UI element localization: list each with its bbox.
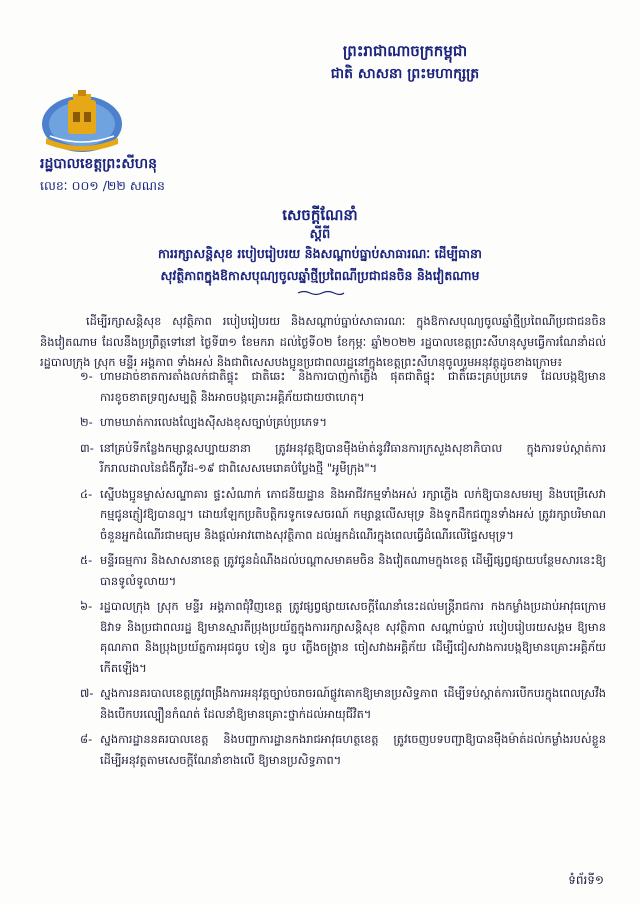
item-number: ៥-	[80, 553, 93, 567]
item-text: នៅគ្រប់ទីកន្លែងកម្សាន្តសប្បាយនានា ត្រូវអនុវត្តឱ្យបានម៉ឺងម៉ាត់នូវវិធានការក្រសួងសុខាភិបាល ក្នុងការទប់ស្កាត់ការរីករាលដាលនៃជំងឺកូវីដ-១៩ ជាពិសេសមេរោគបំប្លែងថ្មី "អូមីក្រុង"។	[100, 440, 606, 475]
list-item	[40, 683, 606, 724]
page-number: ទំព័រទី១	[568, 873, 604, 887]
item-number: ៣-	[80, 440, 94, 455]
item-number: ២-	[80, 415, 93, 429]
provincial-emblem-icon	[40, 88, 124, 154]
item-number: ៨-	[80, 732, 93, 746]
list-item	[40, 412, 606, 433]
item-text: ហាមឃាត់ការលេងល្បែងស៊ីសងខុសច្បាប់គ្រប់ប្រភេទ។	[100, 415, 327, 429]
list-item	[40, 550, 606, 591]
subject-line-1: ការរក្សាសន្តិសុខ របៀបរៀបរយ និងសណ្តាប់ធ្នាប់សាធារណៈ ដើម្បីធានា	[158, 246, 482, 261]
item-text: ស្នងការដ្ឋាននគរបាលខេត្ត និងបញ្ជាការដ្ឋានកងរាជអាវុធហត្ថខេត្ត ត្រូវចេញបទបញ្ជាឱ្យបានម៉ឺងម៉ាត់ដល់កម្លាំងរបស់ខ្លួន ដើម្បីអនុវត្តតាមសេចក្តីណែនាំខាងលើ ឱ្យមានប្រសិទ្ធភាព។	[100, 732, 606, 767]
list-item	[40, 596, 606, 678]
list-item	[40, 366, 606, 407]
item-text: ហាមដាច់ខាតការតាំងលក់ជាតិផ្ទុះ ជាតិឆេះ និងការបាញ់កាំភ្លើង ផុតជាតិផ្ទុះ ជាតិឆេះគ្រប់ប្រភេទ ដែលបង្កឱ្យមានការខូចខាតទ្រព្យសម្បត្តិ និងអាចបង្កគ្រោះអគ្គិភ័យជាយថាហេតុ។	[100, 369, 606, 404]
item-text: ស្នងការនគរបាលខេត្តត្រូវពង្រឹងការអនុវត្តច្បាប់ចរាចរណ៍ផ្លូវគោកឱ្យមានប្រសិទ្ធភាព ដើម្បីទប់ស្កាត់ការបើកបរក្នុងពេលស្រវឹង និងបើកបរល្បឿនកំណត់ ដែលនាំឱ្យមានគ្រោះថ្នាក់ដល់អាយុជីវិត។	[100, 686, 606, 721]
item-number: ៦-	[80, 599, 93, 613]
item-text: រដ្ឋបាលក្រុង ស្រុក មន្ទីរ អង្គភាពជុំវិញខេត្ត ត្រូវផ្សព្វផ្សាយសេចក្តីណែនាំនេះដល់មន្ត្រីរាជការ កងកម្លាំងប្រដាប់អាវុធក្រោមឱវាទ និងប្រជាពលរដ្ឋ ឱ្យមានស្មារតីប្រុងប្រយ័ត្នក្នុងការរក្សាសន្តិសុខ សុវត្ថិភាព សណ្តាប់ធ្នាប់ របៀបរៀបរយសង្គម ឱ្យមានគុណភាព និងប្រុងប្រយ័ត្នការអុជធូប ទៀន ធូប ភ្លើងចង្ក្រាន ចៀសវាងអគ្គិភ័យ ដើម្បីជៀសវាងការបង្កឱ្យមានគ្រោះអគ្គិភ័យកើតឡើង។	[100, 599, 606, 675]
directive-list	[40, 366, 606, 770]
document-type: សេចក្តីណែនាំ	[282, 206, 358, 224]
document-number: លេខៈ ០០១ /២២ សណន	[40, 178, 165, 193]
intro-paragraph: ដើម្បីរក្សាសន្តិសុខ សុវត្ថិភាព របៀបរៀបរយ និងសណ្តាប់ធ្នាប់សាធារណៈ ក្នុងឱកាសបុណ្យចូលឆ្នាំថ្មីប្រពៃណីប្រជាជនចិន និងវៀតណាម ដែលនឹងប្រព្រឹត្តទៅនៅ ថ្ងៃទី៣១ ខែមករា ដល់ថ្ងៃទី០២ ខែកុម្ភៈ ឆ្នាំ២០២២ រដ្ឋបាលខេត្តព្រះសីហនុសូមធ្វើការណែនាំដល់រដ្ឋបាលក្រុង ស្រុក មន្ទីរ អង្គភាព ទាំងអស់ និងជាពិសេសបងប្អូនប្រជាពលរដ្ឋនៅក្នុងខេត្តព្រះសីហនុចូលរួមអនុវត្តដូចខាងក្រោម៖	[40, 314, 606, 370]
national-motto: ជាតិ សាសនា ព្រះមហាក្សត្រ	[330, 66, 480, 82]
issuing-authority: រដ្ឋបាលខេត្តព្រះសីហនុ	[40, 156, 157, 172]
kingdom-title: ព្រះរាជាណាចក្រកម្ពុជា	[342, 42, 468, 60]
subject-line-2: សុវត្ថិភាពក្នុងឱកាសបុណ្យចូលឆ្នាំថ្មីប្រពៃណីប្រជាជនចិន និងវៀតណាម	[160, 268, 480, 283]
list-item	[40, 438, 606, 479]
item-number: ១-	[80, 369, 93, 383]
item-number: ៤-	[80, 486, 93, 501]
item-text: មន្ទីរធម្មការ និងសាសនាខេត្ត ត្រូវជូនដំណឹងដល់បណ្តាសមាគមចិន និងវៀតណាមក្នុងខេត្ត ដើម្បីផ្សព្វផ្សាយបន្ថែមសារនេះឱ្យបានទូលំទូលាយ។	[100, 553, 606, 588]
document-about: ស្តីពី	[309, 227, 331, 242]
list-item	[40, 729, 606, 770]
list-item	[40, 484, 606, 546]
item-number: ៧-	[80, 686, 94, 700]
item-text: ស្នើបងប្អូនម្ចាស់សណ្ឋាគារ ផ្ទះសំណាក់ ភោជនីយដ្ឋាន និងអាជីវកម្មទាំងអស់ រក្សាភ្លើង លក់ឱ្យបានសមរម្យ និងបម្រើសេវាកម្មជូនភ្ញៀវឱ្យបានល្អ។ ដោយឡែកប្រតិបត្តិករទូកទេសចរណ៍ កម្សាន្តលើសមុទ្រ និងទូកដឹកជញ្ជូនទាំងអស់ ត្រូវរក្សាបរិមាណចំនួនអ្នកដំណើរជាមធ្យម និងផ្តល់អាវពោងសុវត្ថិភាព ដល់អ្នកដំណើរក្នុងពេលធ្វើដំណើរលើផ្ទៃសមុទ្រ។	[100, 486, 606, 542]
divider-ornament-icon	[296, 290, 346, 296]
